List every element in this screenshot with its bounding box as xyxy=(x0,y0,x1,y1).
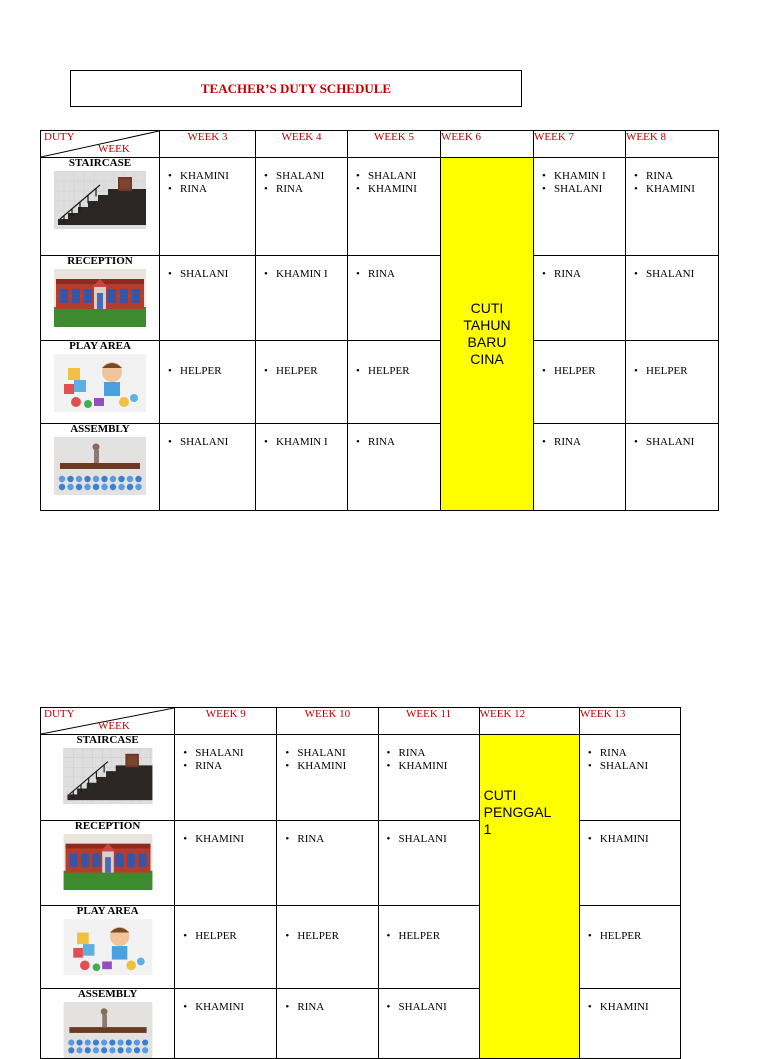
list-item: • KHAMINI xyxy=(352,183,436,196)
name-list xyxy=(179,930,272,943)
holiday-text-line: CUTI xyxy=(483,786,517,803)
assignment-cell xyxy=(579,735,680,821)
assignment-cell xyxy=(626,256,719,341)
duty-label: ASSEMBLY xyxy=(77,988,138,1000)
name-list xyxy=(352,268,436,281)
week-header: WEEK 7 xyxy=(534,131,626,158)
list-item: • SHALANI xyxy=(179,747,272,760)
assignment-cell xyxy=(277,735,378,821)
duty-label: PLAY AREA xyxy=(69,340,131,352)
name-list xyxy=(538,170,621,196)
name-list xyxy=(281,747,373,773)
assignment-cell xyxy=(378,735,479,821)
name-list xyxy=(164,436,251,449)
list-item: • SHALANI xyxy=(630,268,714,281)
duty-cell xyxy=(41,424,160,511)
corner-header xyxy=(41,708,175,735)
assembly-icon xyxy=(62,1002,154,1058)
week-header: WEEK 12 xyxy=(479,708,579,735)
list-item: • RINA xyxy=(383,747,475,760)
name-list xyxy=(538,365,621,378)
week-header: WEEK 6 xyxy=(441,131,534,158)
holiday-text-line: CUTI xyxy=(470,300,504,316)
assignment-cell xyxy=(175,906,277,989)
reception-building-icon xyxy=(62,834,154,890)
list-item: • HELPER xyxy=(281,930,373,943)
assignment-cell xyxy=(160,158,256,256)
week-header: WEEK 10 xyxy=(277,708,378,735)
name-list xyxy=(260,365,343,378)
header-row xyxy=(41,708,681,735)
list-item: • KHAMINI xyxy=(584,1001,676,1014)
assignment-cell xyxy=(175,821,277,906)
list-item: • RINA xyxy=(260,183,343,196)
duty-cell xyxy=(41,256,160,341)
staircase-icon xyxy=(62,748,154,804)
assignment-cell xyxy=(348,158,441,256)
list-item: • KHAMINI xyxy=(179,1001,272,1014)
assignment-cell xyxy=(626,158,719,256)
name-list xyxy=(538,268,621,281)
title-box xyxy=(70,70,522,107)
duty-label: ASSEMBLY xyxy=(70,423,130,435)
list-item: • RINA xyxy=(179,760,272,773)
name-list xyxy=(383,747,475,773)
list-item: • RINA xyxy=(538,268,621,281)
week-header: WEEK 11 xyxy=(378,708,479,735)
assignment-cell xyxy=(160,341,256,424)
holiday-text-line: TAHUN xyxy=(463,317,511,333)
assignment-cell xyxy=(277,821,378,906)
list-item: • SHALANI xyxy=(260,170,343,183)
name-list xyxy=(630,436,714,449)
name-list xyxy=(630,365,714,378)
name-list xyxy=(281,833,373,846)
list-item: • SHALANI xyxy=(584,760,676,773)
list-item: • KHAMINI xyxy=(630,183,714,196)
duty-label: RECEPTION xyxy=(67,255,133,267)
holiday-text-line: PENGGAL xyxy=(483,803,552,820)
list-item: • HELPER xyxy=(630,365,714,378)
duty-cell xyxy=(41,735,175,821)
name-list xyxy=(179,1001,272,1014)
play-area-icon xyxy=(62,919,154,975)
name-list xyxy=(538,436,621,449)
week-axis-label: WEEK xyxy=(98,143,130,155)
list-item: • SHALANI xyxy=(164,268,251,281)
name-list xyxy=(630,170,714,196)
table-row xyxy=(41,256,719,341)
duty-label: RECEPTION xyxy=(74,820,141,832)
assignment-cell xyxy=(256,341,348,424)
list-item: • KHAMINI xyxy=(584,833,676,846)
schedule-table-2 xyxy=(40,707,681,1059)
assignment-cell xyxy=(175,735,277,821)
name-list xyxy=(584,1001,676,1014)
assignment-cell xyxy=(626,424,719,511)
name-list xyxy=(584,833,676,846)
list-item: • SHALANI xyxy=(352,170,436,183)
holiday-text-line: CINA xyxy=(470,351,504,367)
list-item: • RINA xyxy=(630,170,714,183)
name-list xyxy=(352,365,436,378)
name-list xyxy=(383,930,475,943)
list-item: • RINA xyxy=(281,833,373,846)
list-item: • SHALANI xyxy=(538,183,621,196)
assignment-cell xyxy=(534,341,626,424)
list-item: • RINA xyxy=(281,1001,373,1014)
week-header: WEEK 3 xyxy=(160,131,256,158)
list-item: • SHALANI xyxy=(281,747,373,760)
holiday-text-line: 1 xyxy=(483,820,492,837)
name-list xyxy=(164,365,251,378)
list-item: • SHALANI xyxy=(383,1001,475,1014)
reception-building-icon xyxy=(54,269,146,327)
name-list xyxy=(179,747,272,773)
list-item: • HELPER xyxy=(260,365,343,378)
name-list xyxy=(383,1001,475,1014)
list-item: • HELPER xyxy=(538,365,621,378)
assembly-icon xyxy=(54,437,146,495)
duty-label: STAIRCASE xyxy=(68,157,132,169)
list-item: • KHAMINI xyxy=(383,760,475,773)
week-axis-label: WEEK xyxy=(98,720,130,732)
week-header: WEEK 8 xyxy=(626,131,719,158)
assignment-cell xyxy=(160,424,256,511)
name-list xyxy=(260,170,343,196)
assignment-cell xyxy=(256,158,348,256)
assignment-cell xyxy=(626,341,719,424)
header-row xyxy=(41,131,719,158)
assignment-cell xyxy=(348,256,441,341)
duty-label: PLAY AREA xyxy=(76,905,139,917)
assignment-cell xyxy=(160,256,256,341)
assignment-cell xyxy=(579,906,680,989)
list-item: • HELPER xyxy=(383,930,475,943)
list-item: • KHAMINI xyxy=(281,760,373,773)
name-list xyxy=(260,436,343,449)
name-list xyxy=(383,833,475,846)
table-row xyxy=(41,341,719,424)
holiday-cell xyxy=(479,735,579,1059)
corner-header xyxy=(41,131,160,158)
list-item: • RINA xyxy=(352,436,436,449)
week-header: WEEK 4 xyxy=(256,131,348,158)
name-list xyxy=(352,436,436,449)
list-item: • SHALANI xyxy=(164,436,251,449)
name-list xyxy=(281,1001,373,1014)
name-list xyxy=(584,747,676,773)
name-list xyxy=(164,170,251,196)
list-item: • HELPER xyxy=(584,930,676,943)
name-list xyxy=(260,268,343,281)
list-item: • RINA xyxy=(538,436,621,449)
page-title: TEACHER’S DUTY SCHEDULE xyxy=(200,80,392,96)
list-item: • HELPER xyxy=(164,365,251,378)
table-row xyxy=(41,158,719,256)
list-item: • RINA xyxy=(164,183,251,196)
duty-cell xyxy=(41,821,175,906)
staircase-icon xyxy=(54,171,146,229)
list-item: • RINA xyxy=(352,268,436,281)
duty-label: STAIRCASE xyxy=(76,734,139,746)
holiday-label xyxy=(484,787,579,838)
list-item: • KHAMIN I xyxy=(260,268,343,281)
assignment-cell xyxy=(378,906,479,989)
assignment-cell xyxy=(378,821,479,906)
list-item: • KHAMINI xyxy=(179,833,272,846)
assignment-cell xyxy=(256,256,348,341)
table-row xyxy=(41,821,681,906)
list-item: • KHAMIN I xyxy=(538,170,621,183)
table-row xyxy=(41,735,681,821)
play-area-icon xyxy=(54,354,146,412)
name-list xyxy=(164,268,251,281)
schedule-table-1 xyxy=(40,130,719,511)
table-row xyxy=(41,424,719,511)
name-list xyxy=(584,930,676,943)
list-item: • SHALANI xyxy=(630,436,714,449)
week-header: WEEK 9 xyxy=(175,708,277,735)
duty-cell xyxy=(41,158,160,256)
duty-cell xyxy=(41,906,175,989)
list-item: • HELPER xyxy=(179,930,272,943)
duty-axis-label: DUTY xyxy=(44,131,75,143)
name-list xyxy=(179,833,272,846)
duty-axis-label: DUTY xyxy=(44,708,75,720)
assignment-cell xyxy=(277,906,378,989)
assignment-cell xyxy=(348,341,441,424)
name-list xyxy=(630,268,714,281)
holiday-text-line: BARU xyxy=(467,334,507,350)
name-list xyxy=(281,930,373,943)
assignment-cell xyxy=(534,256,626,341)
assignment-cell xyxy=(579,821,680,906)
list-item: • RINA xyxy=(584,747,676,760)
assignment-cell xyxy=(348,424,441,511)
table-row xyxy=(41,906,681,989)
list-item: • SHALANI xyxy=(383,833,475,846)
week-header: WEEK 5 xyxy=(348,131,441,158)
assignment-cell xyxy=(534,424,626,511)
name-list xyxy=(352,170,436,196)
assignment-cell xyxy=(534,158,626,256)
holiday-cell xyxy=(441,158,534,511)
list-item: • HELPER xyxy=(352,365,436,378)
holiday-label xyxy=(441,300,533,368)
week-header: WEEK 13 xyxy=(579,708,680,735)
duty-cell xyxy=(41,341,160,424)
assignment-cell xyxy=(256,424,348,511)
list-item: • KHAMIN I xyxy=(260,436,343,449)
list-item: • KHAMINI xyxy=(164,170,251,183)
